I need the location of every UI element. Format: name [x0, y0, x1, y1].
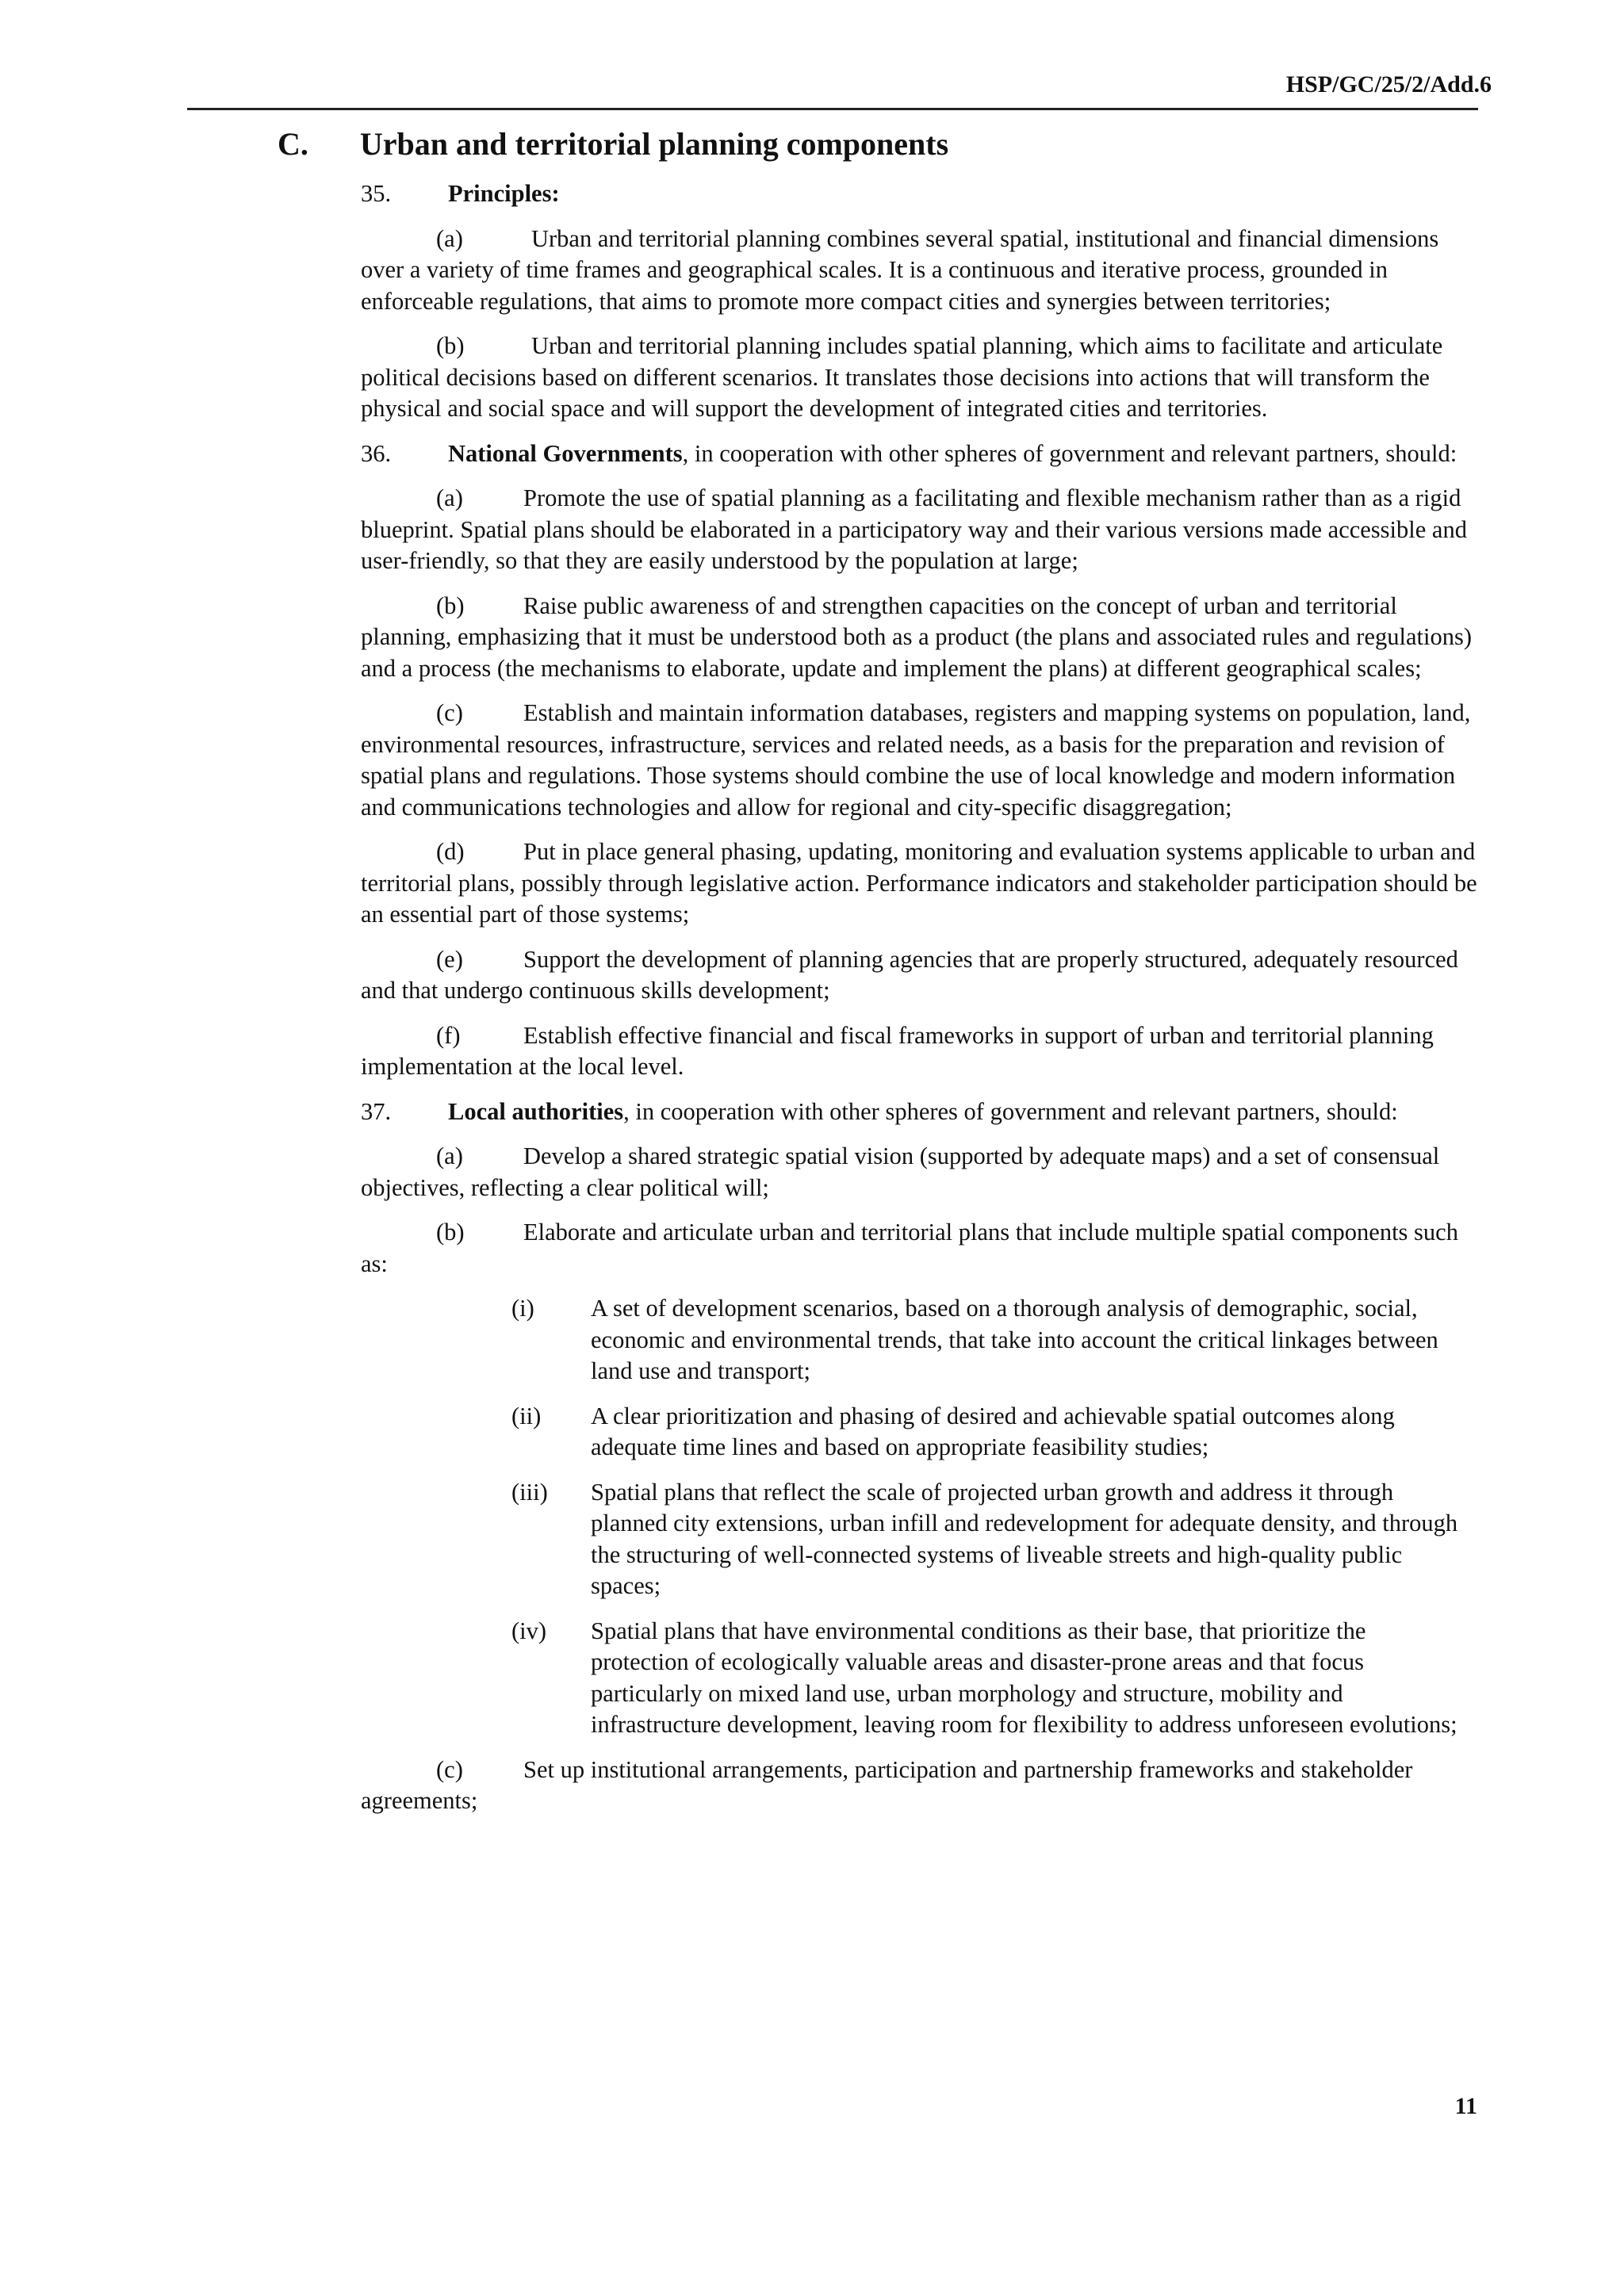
subparagraph-text: Support the development of planning agencies that are properly structured, adequately resourced and that undergo continuous skills development; [361, 945, 1458, 1004]
subparagraph-text: Put in place general phasing, updating, monitoring and evaluation systems applicable to urban and territorial plans, possibly through legislative action. Performance indicators and stakeholder participation should be an essential part of those systems; [361, 838, 1477, 928]
subparagraph-marker: (a) [436, 484, 463, 511]
section-title: Urban and territorial planning components [359, 126, 949, 162]
paragraph-number: 37. [361, 1097, 392, 1125]
subparagraph-marker: (a) [436, 1142, 463, 1169]
subparagraph-37a [361, 1141, 1479, 1203]
subparagraph-marker: (b) [436, 1219, 465, 1246]
section-heading [278, 125, 948, 163]
subparagraph-text: Develop a shared strategic spatial vision (supported by adequate maps) and a set of consensual objectives, reflecting a clear political will; [361, 1142, 1440, 1201]
list-item-roman-iii [361, 1477, 1479, 1602]
paragraph-number: 36. [361, 439, 392, 467]
page-number: 11 [1454, 2093, 1477, 2119]
subparagraph-36f [361, 1020, 1479, 1083]
roman-marker: (ii) [511, 1402, 542, 1429]
subparagraph-36d [361, 836, 1479, 931]
subparagraph-text: Establish and maintain information databases, registers and mapping systems on population, land, environmental resources, infrastructure, services and related needs, as a basis for the preparation and revision of spatial plans and regulations. Those systems should combine the use of local knowledge and modern information and communications technologies and allow for regional and city-specific disaggregation; [361, 699, 1471, 821]
paragraph-lead: National Governments [448, 439, 683, 467]
paragraph-lead: Local authorities [448, 1097, 624, 1125]
subparagraph-text: Establish effective financial and fiscal frameworks in support of urban and territorial planning implementation at the local level. [361, 1021, 1434, 1080]
list-item-roman-iv [361, 1616, 1479, 1741]
subparagraph-marker: (e) [436, 945, 463, 973]
section-letter: C. [278, 126, 308, 162]
subparagraph-36a [361, 483, 1479, 577]
subparagraph-text: Raise public awareness of and strengthen capacities on the concept of urban and territorial planning, emphasizing that it must be understood both as a product (the plans and associated rules and regulations) and a process (the mechanisms to elaborate, update and implement the plans) at different geographical scales; [361, 591, 1472, 682]
roman-text: Spatial plans that reflect the scale of projected urban growth and address it through planned city extensions, urban infill and redevelopment for adequate density, and through the structuring of well-connected systems of liveable streets and high-quality public spaces; [591, 1478, 1458, 1599]
subparagraph-text: Set up institutional arrangements, participation and partnership frameworks and stakeholder agreements; [361, 1755, 1413, 1814]
subparagraph-text: Urban and territorial planning combines several spatial, institutional and financial dimensions over a variety of time frames and geographical scales. It is a continuous and iterative process, grounded in enforceable regulations, that aims to promote more compact cities and synergies between territories; [361, 224, 1439, 315]
subparagraph-36c [361, 698, 1479, 823]
subparagraph-36b [361, 591, 1479, 685]
paragraph-37 [361, 1096, 1479, 1128]
paragraph-lead: Principles: [448, 180, 560, 207]
subparagraph-37b [361, 1217, 1479, 1280]
roman-text: A clear prioritization and phasing of desired and achievable spatial outcomes along adequate time lines and based on appropriate feasibility studies; [591, 1402, 1395, 1460]
document-body [361, 178, 1479, 1831]
subparagraph-text: Urban and territorial planning includes spatial planning, which aims to facilitate and articulate political decisions based on different scenarios. It translates those decisions into actions that will transform the physical and social space and will support the development of integrated cities and territories. [361, 332, 1443, 422]
roman-text: A set of development scenarios, based on a thorough analysis of demographic, social, economic and environmental trends, that take into account the critical linkages between land use and transport; [591, 1295, 1438, 1384]
paragraph-text: , in cooperation with other spheres of government and relevant partners, should: [682, 439, 1457, 467]
subparagraph-marker: (c) [436, 1755, 463, 1783]
subparagraph-marker: (c) [436, 699, 463, 726]
paragraph-35 [361, 178, 1479, 210]
subparagraph-35b [361, 331, 1479, 425]
roman-marker: (iii) [511, 1478, 548, 1506]
paragraph-text: , in cooperation with other spheres of government and relevant partners, should: [623, 1097, 1398, 1125]
subparagraph-marker: (b) [436, 591, 465, 619]
subparagraph-37c [361, 1755, 1479, 1817]
paragraph-36 [361, 438, 1479, 470]
subparagraph-36e [361, 944, 1479, 1007]
subparagraph-marker: (f) [436, 1021, 461, 1049]
header-rule [187, 108, 1478, 110]
subparagraph-text: Promote the use of spatial planning as a facilitating and flexible mechanism rather than as a rigid blueprint. Spatial plans should be elaborated in a participatory way and their various versions made accessible and user-friendly, so that they are easily understood by the population at large; [361, 484, 1467, 574]
subparagraph-marker: (a) [436, 224, 463, 252]
roman-marker: (iv) [511, 1617, 547, 1644]
subparagraph-marker: (d) [436, 838, 465, 865]
subparagraph-text: Elaborate and articulate urban and territorial plans that include multiple spatial components such as: [361, 1219, 1458, 1277]
document-symbol: HSP/GC/25/2/Add.6 [1285, 71, 1492, 98]
subparagraph-marker: (b) [436, 332, 465, 359]
list-item-roman-i [361, 1293, 1479, 1387]
roman-marker: (i) [511, 1295, 534, 1322]
roman-text: Spatial plans that have environmental conditions as their base, that prioritize the protection of ecologically valuable areas and disaster-prone areas and that focus particularly on mixed land use, urban morphology and structure, mobility and infrastructure development, leaving room for flexibility to address unforeseen evolutions; [591, 1617, 1457, 1738]
subparagraph-35a [361, 224, 1479, 318]
list-item-roman-ii [361, 1401, 1479, 1464]
paragraph-number: 35. [361, 180, 392, 207]
